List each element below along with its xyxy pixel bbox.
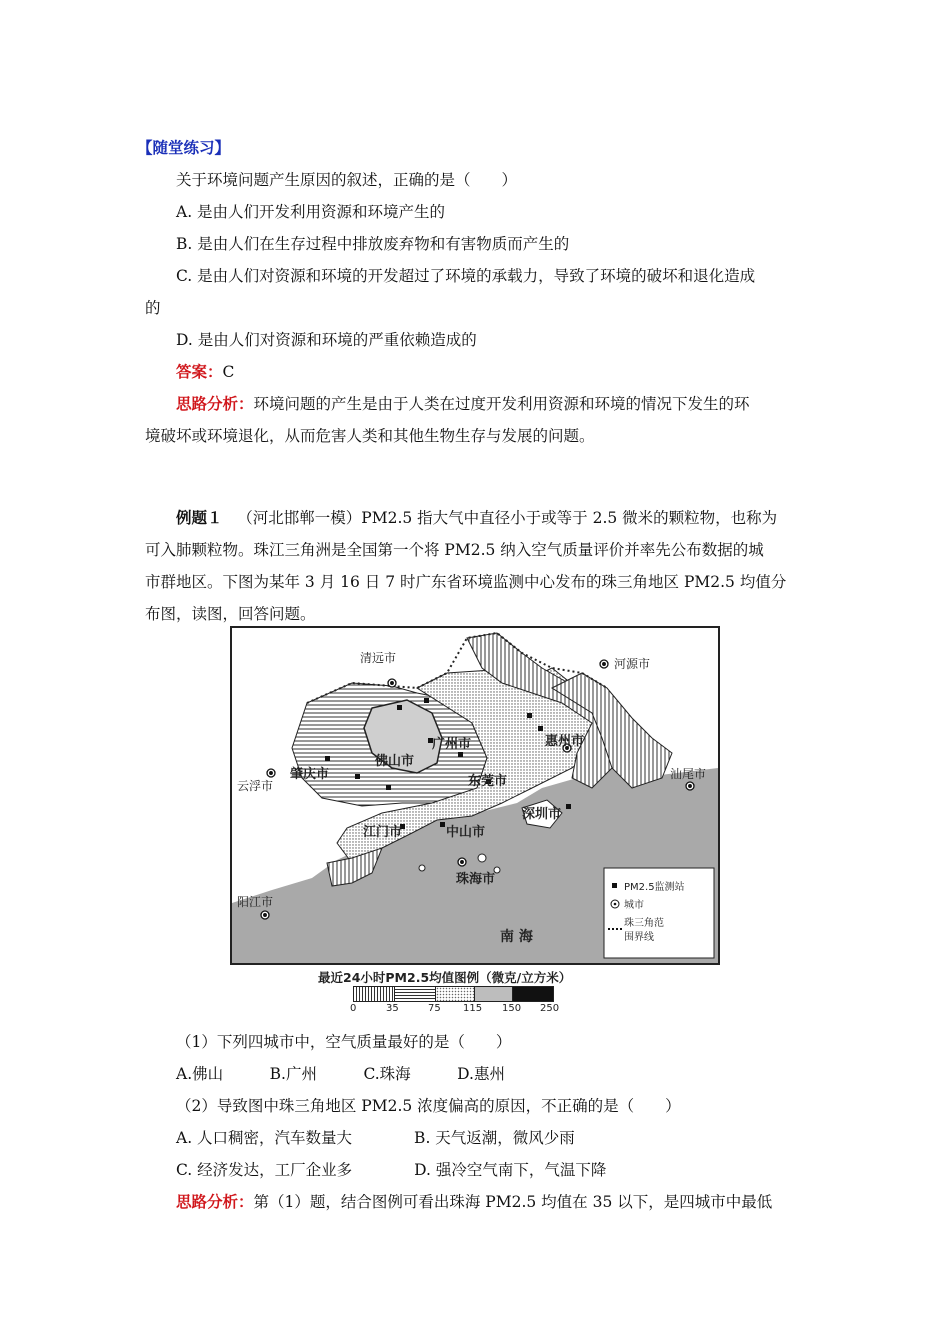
scale-tick: 0 [350, 1003, 357, 1014]
label-yunfu: 云浮市 [237, 779, 274, 793]
label-shenzhen: 深圳市 [522, 807, 562, 822]
option-d: D. 是由人们对资源和环境的严重依赖造成的 [176, 331, 477, 349]
label-qingyuan: 清远市 [360, 651, 397, 665]
scale-seg-115-150 [474, 986, 513, 1002]
option-c-line1: C. 是由人们对资源和环境的开发超过了环境的承载力，导致了环境的破坏和退化造成 [176, 267, 756, 285]
scale-seg-150-250 [512, 986, 554, 1002]
scale-title: 最近24小时PM2.5均值图例（微克/立方米） [318, 970, 572, 985]
label-nanhai: 南 海 [500, 929, 533, 945]
pm25-map [230, 626, 720, 965]
analysis-label: 思路分析： [176, 395, 254, 413]
exercise-title: 【随堂练习】 [137, 139, 231, 157]
map-legend [604, 868, 714, 958]
scale-tick: 75 [428, 1003, 441, 1014]
analysis-text-2: 境破坏或环境退化，从而危害人类和其他生物生存与发展的问题。 [145, 427, 595, 445]
label-jiangmen: 江门市 [363, 825, 403, 840]
question-2: （2）导致图中珠三角地区 PM2.5 浓度偏高的原因，不正确的是（ ） [176, 1097, 681, 1115]
example-text-1: （河北邯郸一模）PM2.5 指大气中直径小于或等于 2.5 微米的颗粒物，也称为 [237, 509, 778, 527]
scale-tick: 115 [463, 1003, 483, 1014]
label-zhongshan: 中山市 [446, 825, 486, 840]
label-zhaoqing: 肇庆市 [290, 767, 330, 782]
legend-boundary-2: 围界线 [624, 932, 654, 943]
example-line-1 [176, 508, 777, 528]
scale-seg-35-75 [394, 986, 436, 1002]
scale-seg-0-35 [353, 986, 395, 1002]
scale-tick: 150 [502, 1003, 522, 1014]
map-graphic [232, 628, 718, 963]
analysis-text-1: 环境问题的产生是由于人类在过度开发利用资源和环境的情况下发生的环 [253, 395, 750, 413]
example-line-2: 可入肺颗粒物。珠江三角洲是全国第一个将 PM2.5 纳入空气质量评价并率先公布数据的城 [145, 541, 764, 559]
example-line-4: 布图，读图，回答问题。 [145, 605, 316, 623]
legend-station: PM2.5监测站 [624, 882, 685, 893]
question-2-options-cd: C. 经济发达，工厂企业多 D. 强冷空气南下，气温下降 [176, 1161, 607, 1179]
scale-tick: 250 [540, 1003, 560, 1014]
label-heyuan: 河源市 [614, 657, 651, 671]
answer-label: 答案： [176, 363, 223, 381]
scale-tick: 35 [386, 1003, 399, 1014]
analysis-row [176, 394, 750, 414]
label-shanwei: 汕尾市 [670, 767, 707, 781]
label-zhuhai: 珠海市 [456, 872, 496, 887]
question-2-options-ab: A. 人口稠密，汽车数量大 B. 天气返潮，微风少雨 [176, 1129, 575, 1147]
answer-row [176, 362, 234, 382]
label-yangjiang: 阳江市 [237, 895, 274, 909]
question-1: （1）下列四城市中，空气质量最好的是（ ） [176, 1033, 512, 1051]
label-dongguan: 东莞市 [468, 774, 508, 789]
legend-city: 城市 [624, 900, 644, 911]
example-label: 例题１ [176, 509, 223, 527]
example-line-3: 市群地区。下图为某年 3 月 16 日 7 时广东省环境监测中心发布的珠三角地区 PM2.5 均值分 [145, 573, 787, 591]
option-a: A. 是由人们开发利用资源和环境产生的 [176, 203, 446, 221]
exercise-question: 关于环境问题产生原因的叙述，正确的是（ ） [176, 171, 518, 189]
questions-analysis-text: 第（1）题，结合图例可看出珠海 PM2.5 均值在 35 以下，是四城市中最低 [253, 1193, 773, 1211]
legend-boundary-1: 珠三角范 [624, 918, 664, 929]
answer-value: C [222, 363, 235, 381]
option-c-line2: 的 [145, 299, 161, 317]
questions-analysis-label: 思路分析： [176, 1193, 254, 1211]
option-b: B. 是由人们在生存过程中排放废弃物和有害物质而产生的 [176, 235, 570, 253]
label-huizhou: 惠州市 [545, 734, 585, 749]
scale-seg-75-115 [435, 986, 475, 1002]
label-foshan: 佛山市 [375, 754, 415, 769]
question-1-options: A.佛山 B.广州 C.珠海 D.惠州 [176, 1065, 505, 1083]
label-guangzhou: 广州市 [432, 737, 472, 752]
questions-analysis-row [176, 1192, 772, 1212]
